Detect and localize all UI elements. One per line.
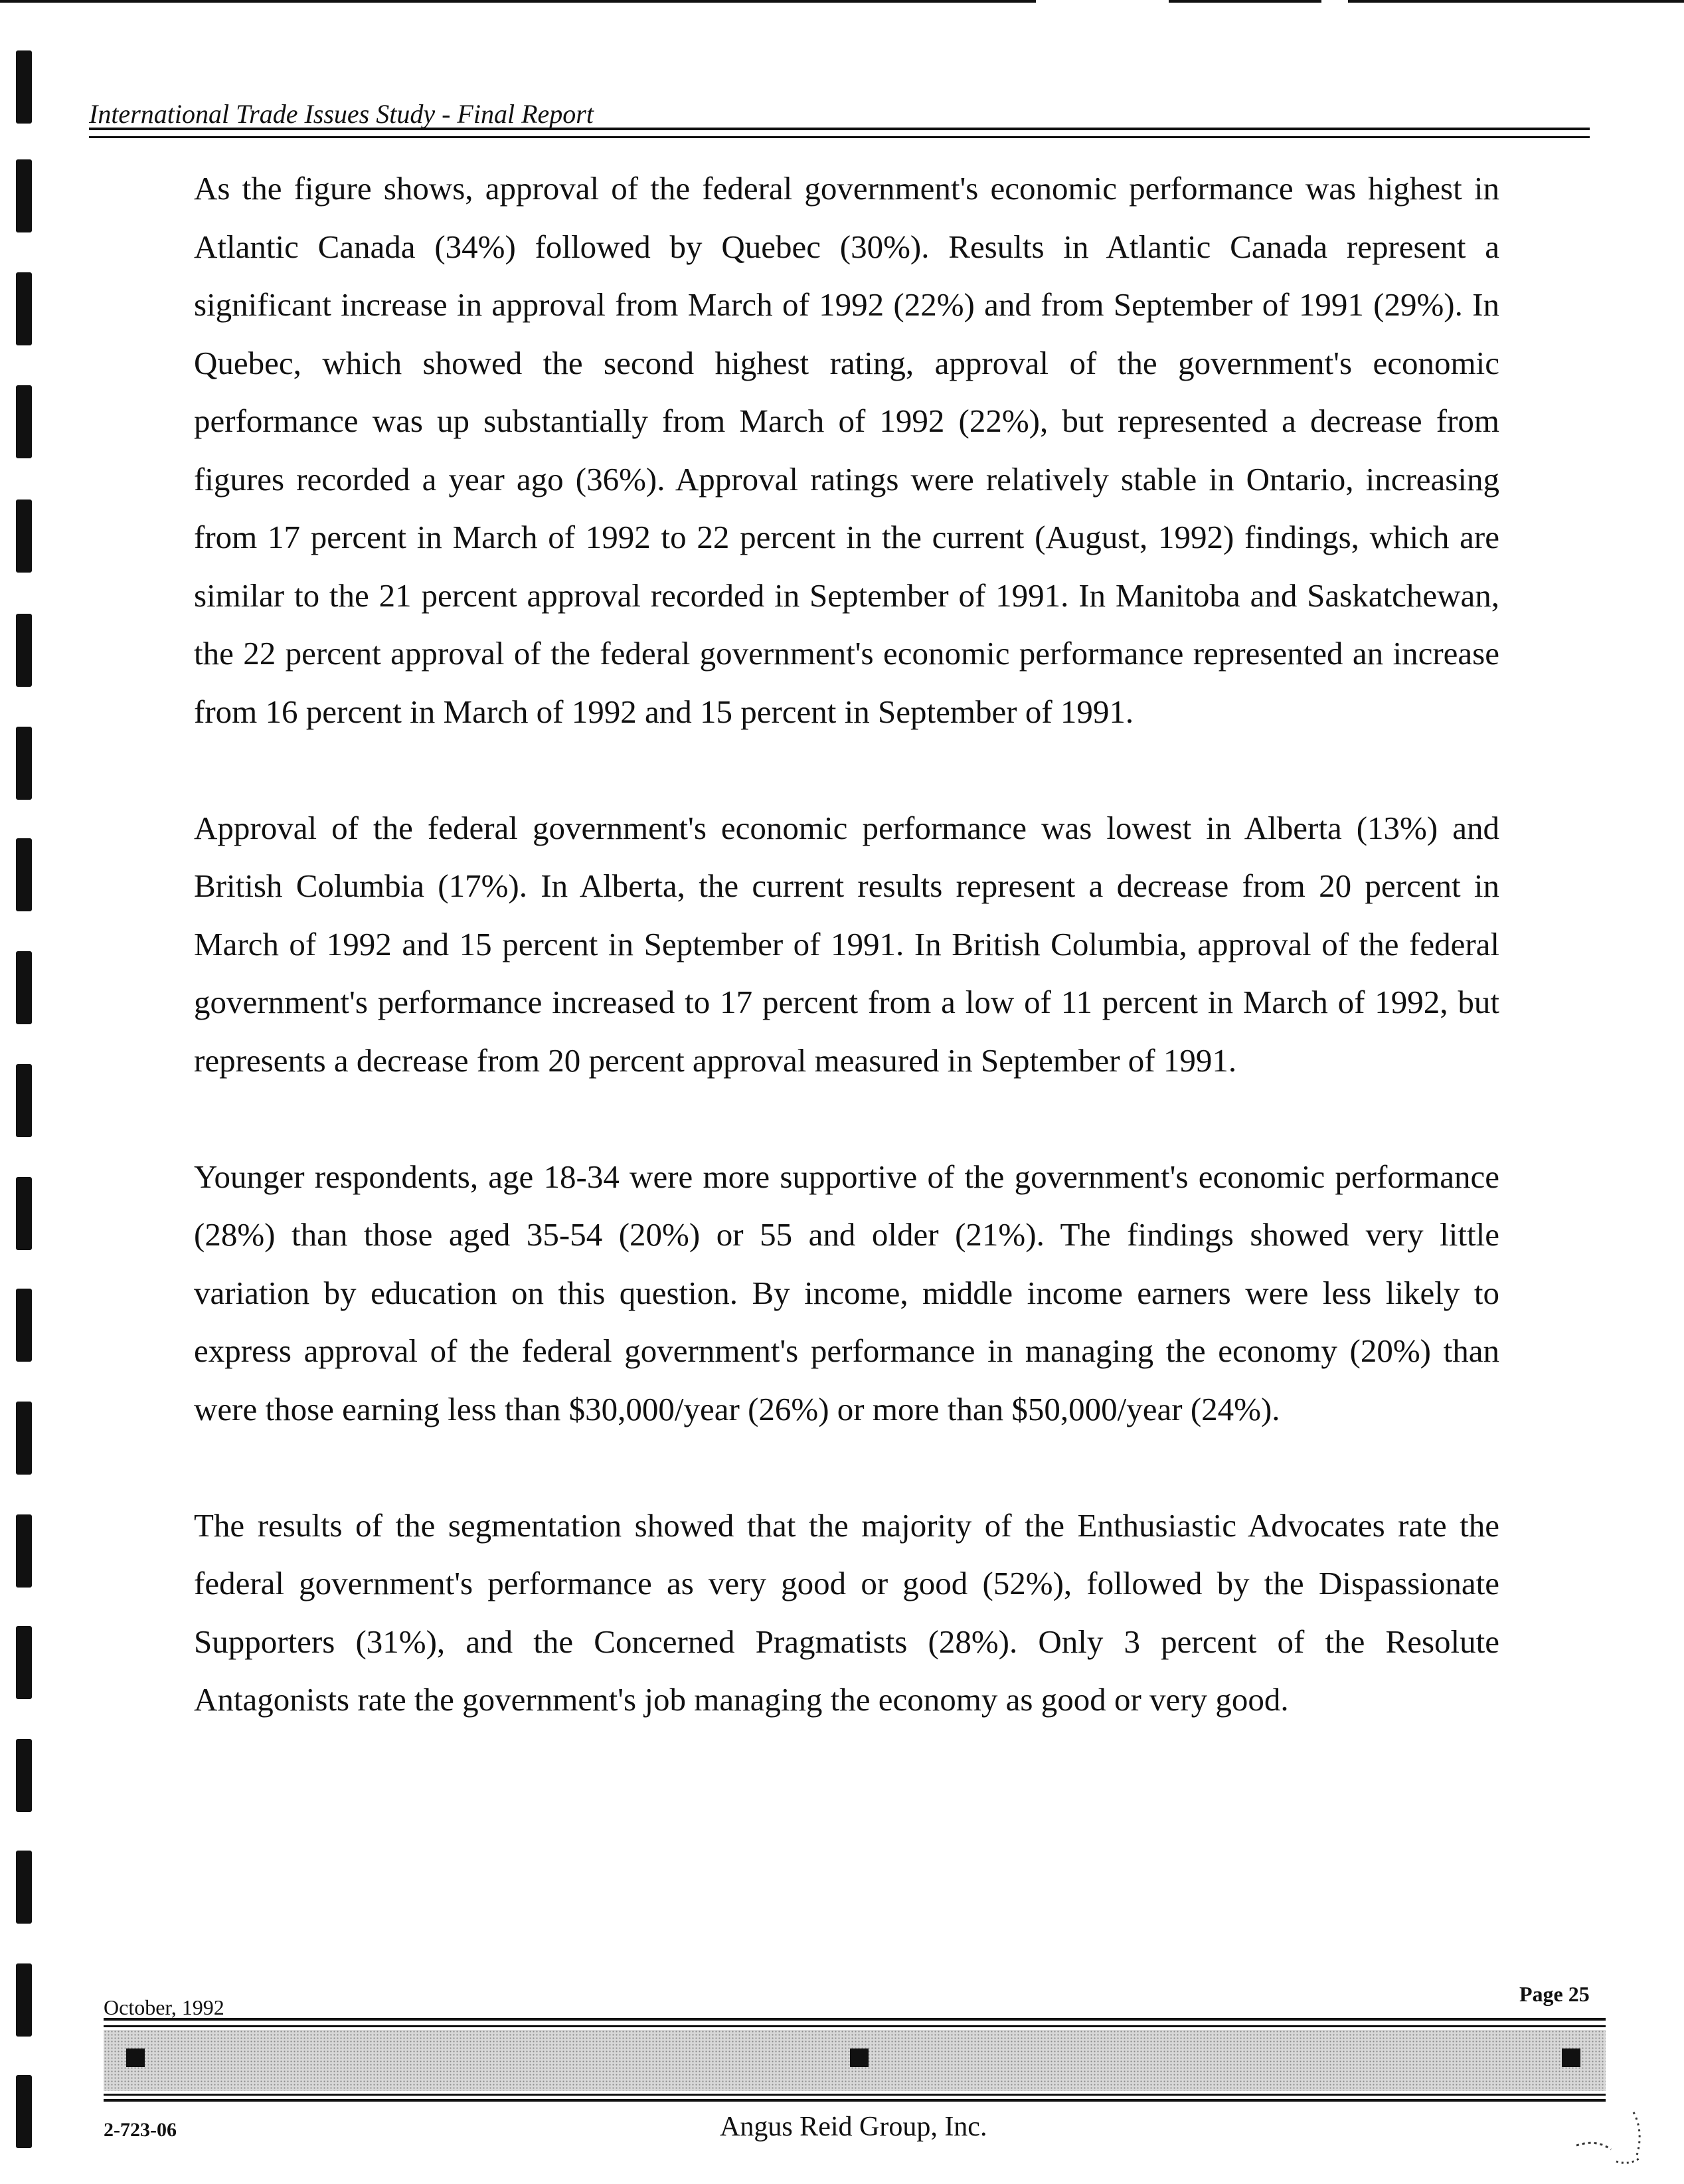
binder-mark xyxy=(16,727,32,800)
header-rule xyxy=(89,128,1590,138)
paragraph-segmentation: The results of the segmentation showed that the majority of the Enthusiastic Advocates rate the federal government's performance as very good or good (52%), followed by the Dispassionate Supporters (31%), and the Concerned Pragmatists (28%). Only 3 percent of the Resolute Antagonists rate the government's job managing the economy as good or very good. xyxy=(194,1506,1499,1718)
binder-mark xyxy=(16,500,32,573)
binder-mark xyxy=(16,1963,32,2037)
binder-mark xyxy=(16,1851,32,1924)
band-square-right xyxy=(1562,2048,1580,2067)
binder-mark xyxy=(16,1514,32,1588)
paragraph-lowest-approval: Approval of the federal government's economic performance was lowest in Alberta (13%) and British Columbia (17%). In Alberta, the current results represent a decrease from 20 percent in March of 1992 and 15 percent in September of 1991. In British Columbia, approval of the federal government's performance increased to 17 percent from a low of 11 percent in March of 1992, but represents a decrease from 20 percent approval measured in September of 1991. xyxy=(194,809,1499,1079)
binder-mark xyxy=(16,272,32,345)
report-body xyxy=(194,159,1499,1787)
scan-artifact xyxy=(1570,2092,1663,2172)
paragraph-regional-approval: As the figure shows, approval of the federal government's economic performance was highest in Atlantic Canada (34%) followed by Quebec (30%). Results in Atlantic Canada represent a significant increase in approval from March of 1992 (22%) and from September of 1991 (29%). In Quebec, which showed the second highest rating, approval of the government's economic performance was up substantially from March of 1992 (22%), but represented a decrease from figures recorded a year ago (36%). Approval ratings were relatively stable in Ontario, increasing from 17 percent in March of 1992 to 22 percent in the current (August, 1992) findings, which are similar to the 21 percent approval recorded in September of 1991. In Manitoba and Saskatchewan, the 22 percent approval of the federal government's economic performance represented an increase from 16 percent in March of 1992 and 15 percent in September of 1991. xyxy=(194,170,1499,730)
footer-date: October, 1992 xyxy=(104,1995,224,2019)
binder-mark xyxy=(16,838,32,911)
running-header: International Trade Issues Study - Final Report xyxy=(89,99,594,129)
top-scan-line xyxy=(1169,0,1321,3)
binder-mark xyxy=(16,159,32,232)
binder-mark xyxy=(16,2075,32,2148)
company-name: Angus Reid Group, Inc. xyxy=(720,2112,987,2142)
binder-mark xyxy=(16,1064,32,1137)
binder-mark xyxy=(16,50,32,124)
binder-mark xyxy=(16,1177,32,1250)
binder-mark xyxy=(16,1402,32,1475)
footer-rule-top xyxy=(104,2018,1606,2027)
footer-rule-bottom xyxy=(104,2094,1606,2102)
top-scan-line xyxy=(0,0,1036,3)
binder-mark xyxy=(16,1626,32,1699)
top-scan-line xyxy=(1348,0,1684,3)
footer-decorative-band xyxy=(104,2030,1606,2091)
band-square-center xyxy=(850,2048,869,2067)
binder-mark xyxy=(16,1289,32,1362)
band-square-left xyxy=(126,2048,145,2067)
page-number: Page 25 xyxy=(1519,1982,1590,2006)
paragraph-demographics: Younger respondents, age 18-34 were more supportive of the government's economic performance (28%) than those aged 35-54 (20%) or 55 and older (21%). The findings showed very little variation by education on this question. By income, middle income earners were less likely to express approval of the federal government's performance in managing the economy (20%) than were those earning less than $30,000/year (26%) or more than $50,000/year (24%). xyxy=(194,1158,1499,1427)
binder-mark xyxy=(16,614,32,687)
document-code: 2-723-06 xyxy=(104,2119,177,2141)
binder-mark xyxy=(16,951,32,1024)
binder-mark xyxy=(16,385,32,458)
binder-mark xyxy=(16,1739,32,1812)
